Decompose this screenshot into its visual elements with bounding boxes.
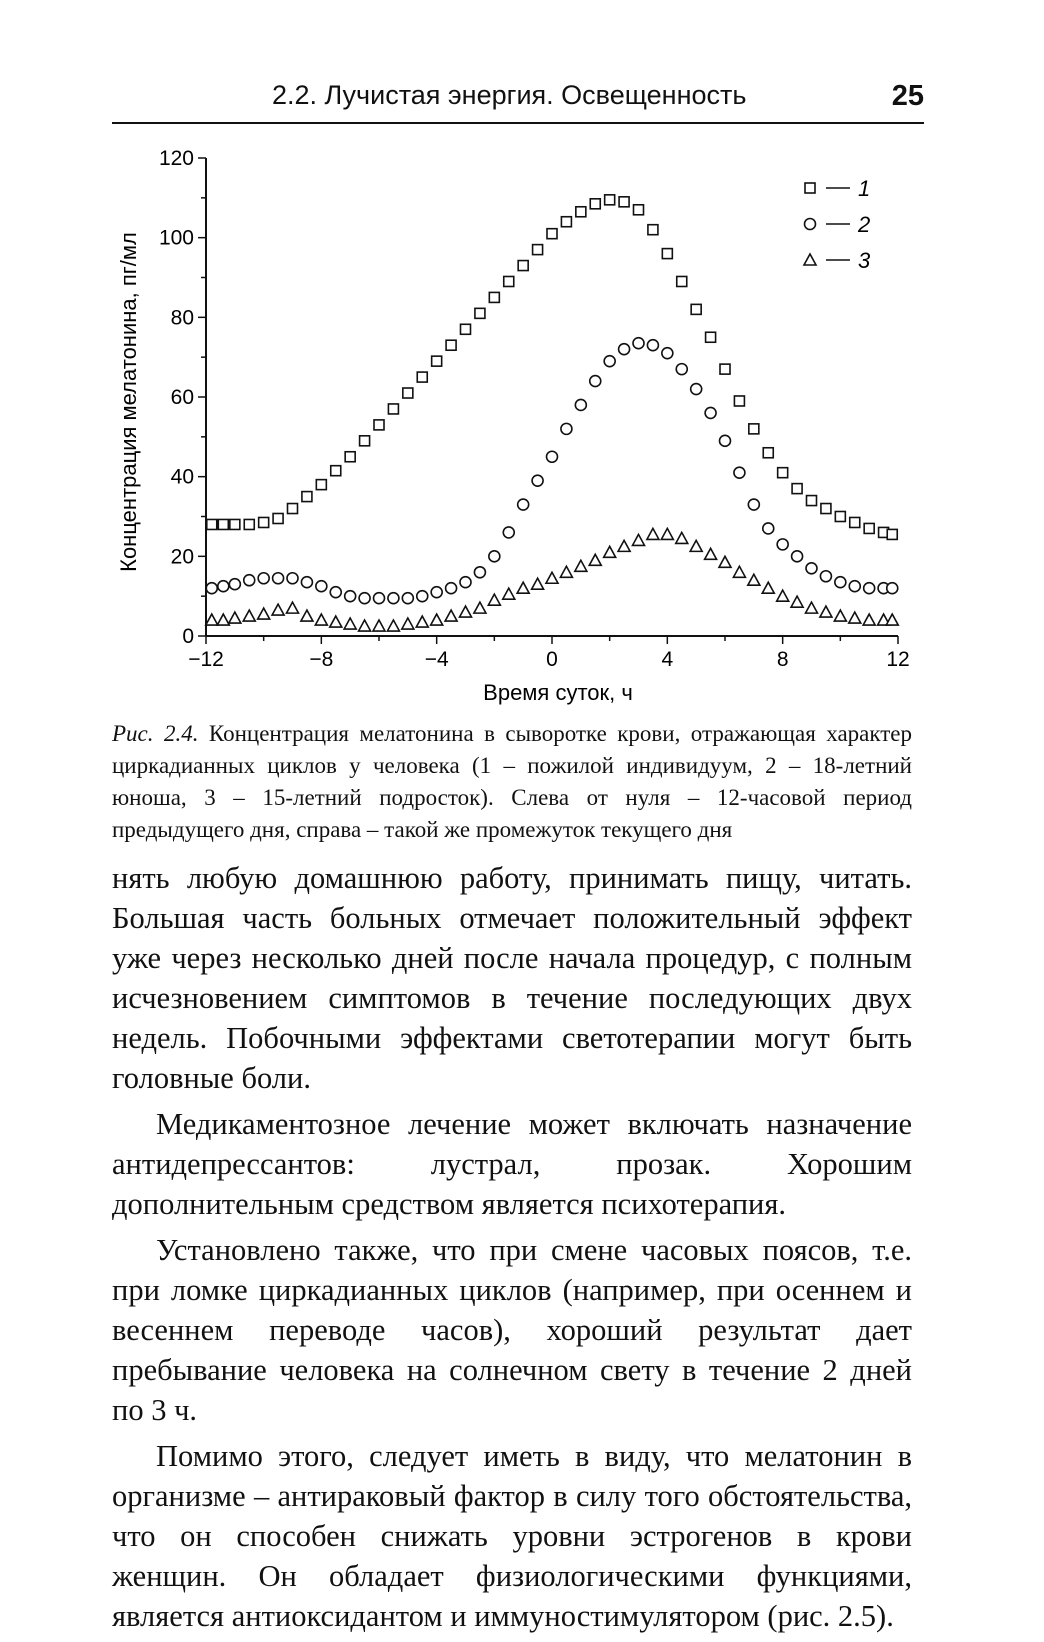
data-point bbox=[388, 404, 398, 414]
data-point bbox=[373, 620, 385, 631]
data-point bbox=[518, 499, 529, 510]
y-tick-label: 120 bbox=[158, 147, 194, 170]
data-point bbox=[331, 466, 341, 476]
data-point bbox=[706, 332, 716, 342]
data-point bbox=[474, 602, 486, 613]
data-point bbox=[647, 340, 658, 351]
data-point bbox=[244, 519, 254, 529]
caption-text: Концентрация мелатонина в сыворотке крови, отражающая характер циркадианных циклов у человека (1 – пожилой индивидуум, 2 – 18-летний юноша, 3 – 15-летний подросток). Слева от нуля – 12-часовой период предыдущего дня, справа – такой же промежуток текущего дня bbox=[112, 721, 912, 842]
x-tick-label: 12 bbox=[886, 648, 910, 671]
data-point bbox=[806, 602, 818, 613]
data-point bbox=[821, 504, 831, 514]
y-axis-label: Концентрация мелатонина, пг/мл bbox=[116, 232, 141, 572]
data-point bbox=[475, 308, 485, 318]
data-point bbox=[777, 590, 789, 601]
data-point bbox=[648, 225, 658, 235]
data-point bbox=[835, 577, 846, 588]
data-point bbox=[244, 575, 255, 586]
data-point bbox=[273, 573, 284, 584]
page-number: 25 bbox=[891, 80, 924, 112]
data-point bbox=[388, 593, 399, 604]
data-point bbox=[849, 612, 861, 623]
data-point bbox=[590, 199, 600, 209]
data-point bbox=[503, 588, 515, 599]
data-point bbox=[402, 593, 413, 604]
chart-axes bbox=[159, 147, 910, 671]
data-point bbox=[575, 399, 586, 410]
data-point bbox=[834, 610, 846, 621]
data-point bbox=[532, 475, 543, 486]
data-point bbox=[850, 517, 860, 527]
data-point bbox=[547, 451, 558, 462]
data-point bbox=[749, 424, 759, 434]
data-point bbox=[864, 583, 875, 594]
data-point bbox=[272, 604, 284, 615]
data-point bbox=[778, 468, 788, 478]
data-point bbox=[207, 519, 217, 529]
x-tick-label: 8 bbox=[776, 648, 789, 671]
data-point bbox=[561, 217, 571, 227]
data-point bbox=[633, 338, 644, 349]
data-point bbox=[661, 528, 673, 539]
data-point bbox=[259, 517, 269, 527]
series-2 bbox=[206, 338, 897, 604]
data-point bbox=[431, 614, 443, 625]
data-point bbox=[230, 519, 240, 529]
data-point bbox=[258, 608, 270, 619]
data-point bbox=[560, 566, 572, 577]
x-tick-label: −8 bbox=[309, 648, 334, 671]
data-point bbox=[403, 388, 413, 398]
data-point bbox=[590, 376, 601, 387]
data-point bbox=[344, 618, 356, 629]
y-tick-label: 20 bbox=[170, 545, 194, 569]
data-point bbox=[301, 577, 312, 588]
data-point bbox=[676, 364, 687, 375]
y-tick-label: 100 bbox=[158, 226, 194, 250]
data-point bbox=[792, 551, 803, 562]
data-point bbox=[287, 573, 298, 584]
data-point bbox=[547, 229, 557, 239]
data-point bbox=[691, 384, 702, 395]
data-point bbox=[618, 540, 630, 551]
data-point bbox=[748, 574, 760, 585]
paragraph: нять любую домашнюю работу, принимать пищу, читать. Большая часть больных отмечает положительный эффект уже через несколько дней после начала процедур, с полным исчезновением симптомов в течение последующих двух недель. Побочными эффектами светотерапии могут быть головные боли. bbox=[112, 861, 912, 1095]
data-point bbox=[432, 356, 442, 366]
x-tick-label: −12 bbox=[188, 648, 224, 671]
data-point bbox=[619, 197, 629, 207]
data-point bbox=[243, 610, 255, 621]
data-point bbox=[849, 581, 860, 592]
data-point bbox=[302, 492, 312, 502]
x-tick-label: 0 bbox=[546, 648, 558, 671]
data-point bbox=[677, 276, 687, 286]
data-point bbox=[417, 372, 427, 382]
data-point bbox=[387, 620, 399, 631]
data-point bbox=[431, 587, 442, 598]
y-tick-label: 40 bbox=[170, 465, 194, 489]
data-point bbox=[360, 436, 370, 446]
y-tick-label: 0 bbox=[182, 625, 194, 648]
data-point bbox=[763, 448, 773, 458]
data-point bbox=[316, 480, 326, 490]
data-point bbox=[460, 577, 471, 588]
data-point bbox=[835, 512, 845, 522]
data-point bbox=[460, 606, 472, 617]
data-point bbox=[720, 364, 730, 374]
data-point bbox=[806, 563, 817, 574]
data-point bbox=[374, 420, 384, 430]
data-point bbox=[575, 560, 587, 571]
series-1 bbox=[207, 195, 897, 540]
data-point bbox=[690, 540, 702, 551]
data-point bbox=[791, 596, 803, 607]
data-point bbox=[503, 527, 514, 538]
data-point bbox=[229, 612, 241, 623]
data-point bbox=[345, 591, 356, 602]
data-point bbox=[359, 620, 371, 631]
data-point bbox=[763, 523, 774, 534]
data-point bbox=[864, 523, 874, 533]
paragraph: Установлено также, что при смене часовых поясов, т.е. при ломке циркадианных циклов (например, при осеннем и весеннем переводе часов), хороший результат дает пребывание человека на солнечном свету в течение 2 дней по 3 ч. bbox=[112, 1233, 912, 1427]
legend-marker bbox=[805, 183, 815, 193]
chart-marks bbox=[206, 195, 898, 631]
data-point bbox=[474, 567, 485, 578]
data-point bbox=[417, 591, 428, 602]
data-point bbox=[705, 407, 716, 418]
data-point bbox=[218, 519, 228, 529]
data-point bbox=[589, 554, 601, 565]
data-point bbox=[402, 618, 414, 629]
data-point bbox=[330, 587, 341, 598]
x-axis-label: Время суток, ч bbox=[483, 680, 633, 705]
data-point bbox=[218, 581, 229, 592]
data-point bbox=[359, 593, 370, 604]
data-point bbox=[301, 610, 313, 621]
data-point bbox=[316, 581, 327, 592]
data-point bbox=[820, 571, 831, 582]
data-point bbox=[330, 616, 342, 627]
data-point bbox=[546, 572, 558, 583]
caption-label: Рис. 2.4. bbox=[112, 721, 199, 746]
data-point bbox=[734, 467, 745, 478]
data-point bbox=[504, 276, 514, 286]
data-point bbox=[461, 324, 471, 334]
data-point bbox=[489, 292, 499, 302]
data-point bbox=[647, 528, 659, 539]
melatonin-chart bbox=[0, 140, 1044, 710]
legend-label: 2 bbox=[858, 212, 871, 237]
data-point bbox=[807, 496, 817, 506]
data-point bbox=[634, 205, 644, 215]
data-point bbox=[619, 344, 630, 355]
data-point bbox=[273, 513, 283, 523]
data-point bbox=[576, 207, 586, 217]
data-point bbox=[416, 616, 428, 627]
data-point bbox=[217, 614, 229, 625]
y-tick-label: 80 bbox=[170, 306, 194, 330]
data-point bbox=[445, 610, 457, 621]
data-point bbox=[792, 484, 802, 494]
data-point bbox=[518, 261, 528, 271]
x-tick-label: 4 bbox=[661, 648, 674, 671]
data-point bbox=[488, 594, 500, 605]
header-title: 2.2. Лучистая энергия. Освещенность bbox=[272, 80, 747, 110]
data-point bbox=[887, 583, 898, 594]
data-point bbox=[720, 435, 731, 446]
data-point bbox=[705, 548, 717, 559]
data-point bbox=[517, 582, 529, 593]
paragraph: Медикаментозное лечение может включать назначение антидепрессантов: лустрал, прозак. Хорошим дополнительным средством является психотерапия. bbox=[112, 1107, 912, 1221]
y-tick-label: 60 bbox=[170, 386, 194, 409]
data-point bbox=[446, 583, 457, 594]
data-point bbox=[734, 396, 744, 406]
data-point bbox=[662, 249, 672, 259]
data-point bbox=[887, 529, 897, 539]
body-text bbox=[112, 858, 912, 1642]
data-point bbox=[258, 573, 269, 584]
legend-marker bbox=[804, 254, 816, 265]
data-point bbox=[345, 452, 355, 462]
data-point bbox=[733, 566, 745, 577]
data-point bbox=[633, 534, 645, 545]
data-point bbox=[206, 583, 217, 594]
data-point bbox=[863, 614, 875, 625]
data-point bbox=[374, 593, 385, 604]
legend-label: 1 bbox=[858, 176, 871, 201]
x-tick-label: −4 bbox=[424, 648, 449, 671]
data-point bbox=[605, 195, 615, 205]
data-point bbox=[777, 539, 788, 550]
legend-marker bbox=[805, 219, 816, 230]
data-point bbox=[762, 582, 774, 593]
data-point bbox=[604, 546, 616, 557]
chart-legend bbox=[804, 176, 871, 273]
running-header bbox=[112, 78, 924, 124]
data-point bbox=[229, 579, 240, 590]
data-point bbox=[691, 304, 701, 314]
data-point bbox=[315, 614, 327, 625]
data-point bbox=[288, 504, 298, 514]
data-point bbox=[206, 614, 218, 625]
data-point bbox=[489, 551, 500, 562]
data-point bbox=[676, 532, 688, 543]
data-point bbox=[446, 340, 456, 350]
legend-label: 3 bbox=[858, 248, 871, 273]
data-point bbox=[532, 578, 544, 589]
data-point bbox=[287, 602, 299, 613]
figure-caption bbox=[112, 718, 912, 846]
data-point bbox=[533, 245, 543, 255]
data-point bbox=[886, 614, 898, 625]
data-point bbox=[748, 499, 759, 510]
data-point bbox=[561, 423, 572, 434]
data-point bbox=[662, 348, 673, 359]
paragraph: Помимо этого, следует иметь в виду, что мелатонин в организме – антираковый фактор в силу того обстоятельства, что он способен снижать уровни эстрогенов в крови женщин. Он обладает физиологическими функциями, является антиоксидантом и иммуностимулятором (рис. 2.5). bbox=[112, 1439, 912, 1633]
data-point bbox=[820, 606, 832, 617]
data-point bbox=[719, 556, 731, 567]
data-point bbox=[604, 356, 615, 367]
